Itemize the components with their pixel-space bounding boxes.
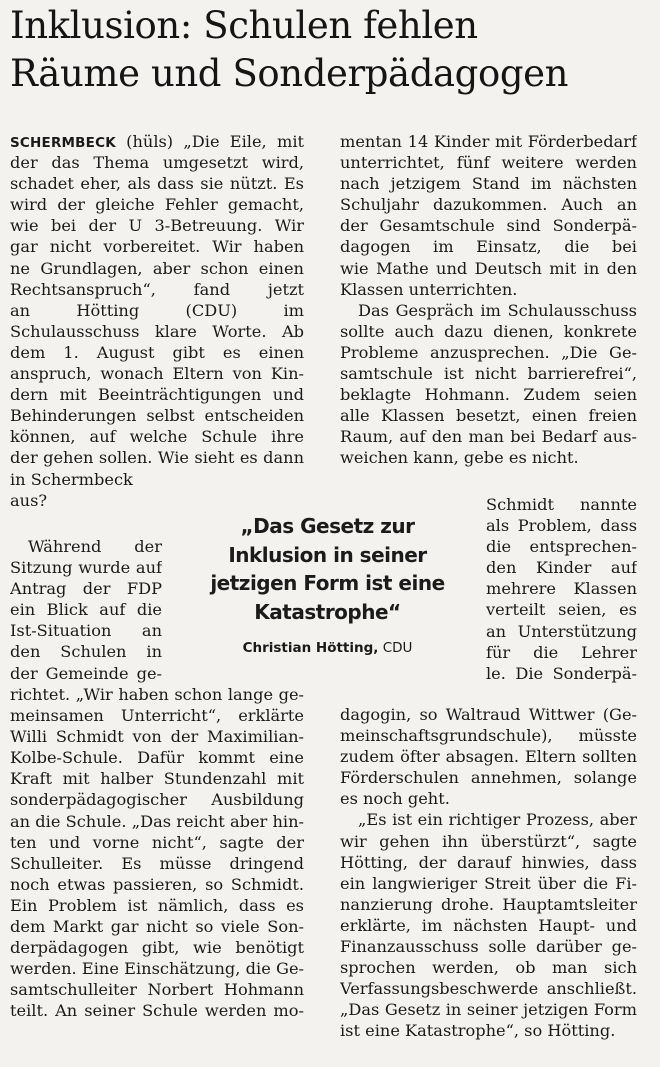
article-text-line: wie bei der U 3-Betreuung. Wir [10, 216, 304, 236]
article-text-line: Während der [28, 537, 162, 556]
article-text-line: der gehen sollen. Wie sieht es dann [10, 448, 304, 468]
article-text-line: le. Die Sonderpä- [486, 663, 637, 683]
article-text-line: mentan 14 Kinder mit Förderbedarf [340, 132, 637, 151]
article-text-line: Schmidt nannte [486, 495, 637, 514]
article-text-line: sonderpädagogischer Ausbildung [10, 790, 304, 810]
article-text-line: Rechtsanspruch“, fand jetzt [10, 279, 304, 299]
article-text-line: dagogin, so Waltraud Wittwer (Ge- [340, 705, 637, 724]
article-text-line: die entsprechen- [486, 537, 637, 557]
article-text-line: Klassen unterrichten. [340, 279, 518, 299]
article-text-line: ein Blick auf die [10, 600, 162, 620]
article-text-line: weichen kann, gebe es nicht. [340, 448, 579, 468]
article-text-line: es noch geht. [340, 789, 450, 809]
article-text-line: Schuljahr dazukommen. Auch an [340, 195, 637, 215]
article-column-left-top [10, 131, 304, 511]
article-text-line: derpädagogen gibt, wie benötigt [10, 938, 304, 958]
article-text-line: der Gesamtschule sind Sonderpä- [340, 216, 637, 236]
article-text-line: meinsamen Unterricht“, erklärte [10, 706, 304, 726]
article-text-line: Sitzung wurde auf [10, 558, 162, 578]
pull-quote-attribution [180, 640, 475, 656]
article-text-line: ein langwieriger Streit über die Fi- [340, 873, 637, 893]
article-text-line: wie Mathe und Deutsch mit in den [340, 258, 637, 278]
article-text-line: nach jetzigem Stand im nächsten [340, 174, 637, 194]
article-text-line: meinschaftsgrundschule), müsste [340, 726, 637, 746]
article-text-line: den Schulen in [10, 642, 162, 662]
article-text-line [10, 131, 304, 152]
article-text-line: nanzierung drohe. Hauptamtsleiter [340, 894, 637, 914]
article-text-line: Förderschulen annehmen, solange [340, 768, 637, 788]
article-column-right-wrap [486, 494, 637, 684]
article-column-right-top [340, 131, 637, 469]
article-text-line: Kraft mit halber Stundenzahl mit [10, 769, 304, 789]
article-text-line: sollte auch dazu dienen, konkrete [340, 321, 637, 341]
article-column-left-bottom [10, 684, 304, 1022]
article-text-span: (hüls) „Die Eile, mit [126, 132, 304, 151]
article-text-line: Ist-Situation an [10, 621, 162, 641]
article-text-line: Antrag der FDP [10, 579, 162, 599]
article-text-line: den Kinder auf [486, 558, 637, 578]
article-text-line: mehrere Klassen [486, 579, 637, 599]
article-text-line: „Das Gesetz in seiner jetzigen Form [340, 1000, 637, 1020]
article-column-right-bottom [340, 704, 637, 1042]
article-text-line: Ein Problem ist nämlich, dass es [10, 895, 304, 915]
article-text-line: Schulleiter. Es müsse dringend [10, 853, 304, 873]
article-column-left-wrap [10, 536, 162, 684]
article-text-line: Kolbe-Schule. Dafür kommt eine [10, 748, 304, 768]
article-text-line: gar nicht vorbereitet. Wir haben [10, 237, 304, 257]
article-text-line: ten und vorne nicht“, sagte der [10, 832, 304, 852]
article-text-line: sprochen werden, ob man sich [340, 958, 637, 978]
article-text-line: an die Schule. „Das reicht aber hin- [10, 811, 304, 831]
article-text-line: noch etwas passieren, so Schmidt. [10, 874, 304, 894]
article-text-line: der das Thema umgesetzt wird, [10, 153, 304, 173]
article-text-line: dem 1. August gibt es einen [10, 342, 304, 362]
pull-quote-author: Christian Hötting, [242, 640, 379, 656]
headline [10, 2, 655, 98]
article-text-line: werden. Eine Einschätzung, die Ge- [10, 959, 304, 979]
article-text-line: wird der gleiche Fehler gemacht, [10, 195, 304, 215]
article-text-line: schadet eher, als dass sie nützt. Es [10, 174, 304, 194]
article-text-line: Finanzausschuss solle darüber ge- [340, 937, 637, 957]
article-text-line: Schulausschuss klare Worte. Ab [10, 321, 304, 341]
article-text-line: für die Lehrer [486, 642, 637, 662]
pull-quote-affiliation: CDU [382, 640, 413, 656]
article-text-line: dern mit Beeinträchtigungen und [10, 385, 304, 405]
headline-line-2: Räume und Sonderpädagogen [10, 52, 569, 95]
article-text-line: Hötting, der darauf hinwies, dass [340, 852, 637, 872]
article-text-line: aus? [10, 490, 48, 510]
article-text-line: Behinderungen selbst entscheiden [10, 406, 304, 426]
pull-quote-line: „Das Gesetz zur [240, 514, 415, 538]
article-text-line: teilt. An seiner Schule werden mo- [10, 1001, 304, 1021]
article-text-line: an Hötting (CDU) im [10, 300, 304, 320]
article-text-line: Verfassungsbeschwerde anschließt. [340, 979, 637, 999]
article-text-line: Das Gespräch im Schulausschuss [358, 300, 637, 320]
article-text-line: Raum, auf den man bei Bedarf aus- [340, 427, 637, 447]
pull-quote-line: Inklusion in seiner [228, 542, 427, 567]
article-text-line: beklagte Hohmann. Zudem seien [340, 385, 637, 405]
article-text-line: verteilt seien, es [486, 600, 637, 620]
pull-quote-line: jetzigen Form ist eine [210, 571, 445, 595]
dateline: SCHERMBECK [10, 135, 116, 151]
article-text-line: ne Grundlagen, aber schon einen [10, 258, 304, 278]
article-text-line: wir gehen ihn überstürzt“, sagte [340, 831, 637, 851]
article-text-line: anspruch, wonach Eltern von Kin- [10, 364, 304, 384]
pull-quote-line: Katastrophe“ [254, 599, 401, 624]
article-text-line: Probleme anzusprechen. „Die Ge- [340, 342, 637, 362]
article-text-line: „Es ist ein richtiger Prozess, aber [358, 810, 637, 830]
pull-quote-text [180, 512, 475, 626]
article-text-line: samtschule ist nicht barrierefrei“, [340, 364, 637, 384]
article-text-line: Willi Schmidt von der Maximilian- [10, 727, 304, 747]
article-text-line: alle Klassen besetzt, einen freien [340, 406, 637, 426]
headline-line-1: Inklusion: Schulen fehlen [10, 4, 478, 47]
article-text-line: ist eine Katastrophe“, so Hötting. [340, 1021, 616, 1041]
article-text-line: richtet. „Wir haben schon lange ge- [10, 685, 304, 704]
pull-quote [180, 512, 475, 656]
article-text-line: an Unterstützung [486, 621, 637, 641]
article-text-line: der Gemeinde ge- [10, 663, 162, 683]
article-text-line: können, auf welche Schule ihre [10, 427, 304, 447]
article-text-line: als Problem, dass [486, 516, 637, 536]
article-text-line: in Schermbeck [10, 469, 133, 489]
article-text-line: dem Markt gar nicht so viele Son- [10, 917, 304, 937]
article-text-line: samtschulleiter Norbert Hohmann [10, 980, 304, 1000]
article-text-line: erklärte, im nächsten Haupt- und [340, 915, 637, 935]
article-text-line: zudem öfter absagen. Eltern sollten [340, 747, 637, 767]
article-text-line: dagogen im Einsatz, die bei [340, 237, 637, 257]
article-text-line: unterrichtet, fünf weitere werden [340, 153, 637, 173]
